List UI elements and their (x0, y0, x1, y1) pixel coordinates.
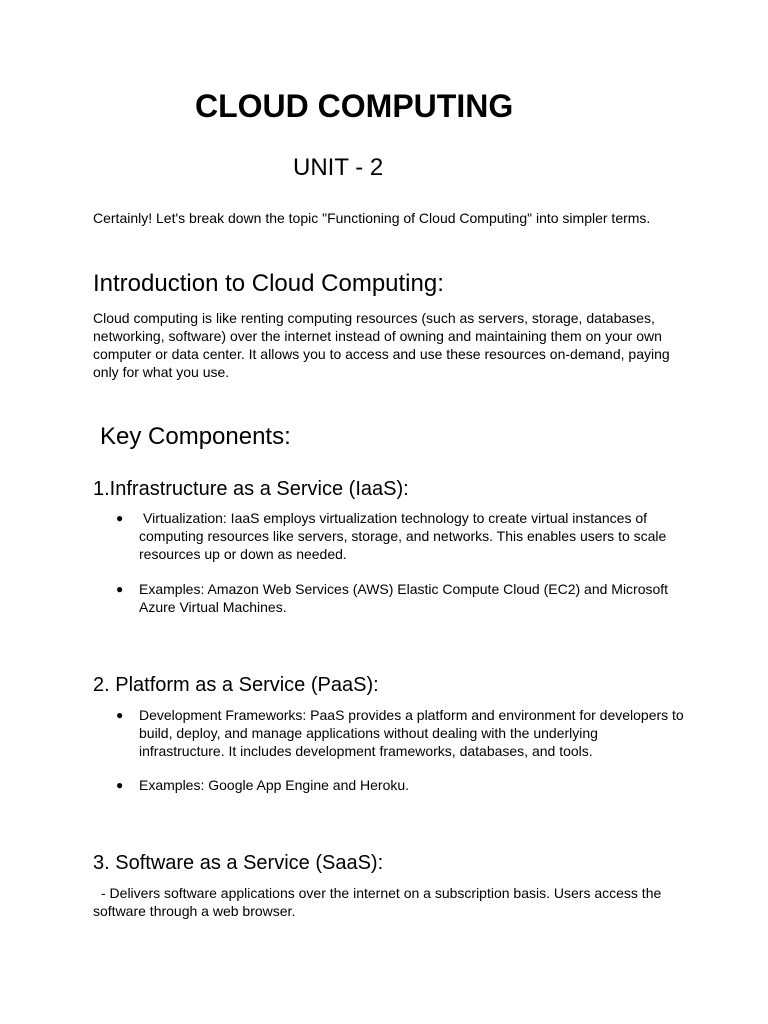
intro-line: Certainly! Let's break down the topic "Functioning of Cloud Computing" into simpler terms. (93, 210, 651, 226)
intro-paragraph: Cloud computing is like renting computing resources (such as servers, storage, databases, networking, software) over the internet instead of owning and maintaining them on your own computer or data center. It allows you to access and use these resources on-demand, paying only for what you use. (93, 310, 670, 380)
iaas-heading: 1.Infrastructure as a Service (IaaS): (93, 478, 409, 500)
iaas-bullet-examples: Examples: Amazon Web Services (AWS) Elastic Compute Cloud (EC2) and Microsoft Azure Virtual Machines. (139, 581, 669, 615)
paas-heading: 2. Platform as a Service (PaaS): (93, 674, 379, 696)
paas-bullet-frameworks: Development Frameworks: PaaS provides a platform and environment for developers to build, deploy, and manage applications without dealing with the underlying infrastructure. It includes development frameworks, databases, and tools. (139, 707, 684, 759)
intro-heading: Introduction to Cloud Computing: (93, 270, 444, 297)
unit-label: UNIT - 2 (293, 154, 384, 181)
document-title: CLOUD COMPUTING (195, 88, 514, 124)
bullet-icon: ● (116, 778, 124, 792)
bullet-icon: ● (116, 511, 124, 525)
iaas-bullet-virtualization: Virtualization: IaaS employs virtualization technology to create virtual instances of computing resources like servers, storage, and networks. This enables users to scale resources up or down as needed. (139, 510, 667, 562)
saas-paragraph: - Delivers software applications over the internet on a subscription basis. Users access the software through a web browser. (93, 885, 662, 919)
saas-heading: 3. Software as a Service (SaaS): (93, 852, 384, 874)
bullet-icon: ● (116, 708, 124, 722)
paas-bullet-examples: Examples: Google App Engine and Heroku. (139, 777, 410, 793)
key-components-heading: Key Components: (100, 423, 291, 450)
bullet-icon: ● (116, 582, 124, 596)
